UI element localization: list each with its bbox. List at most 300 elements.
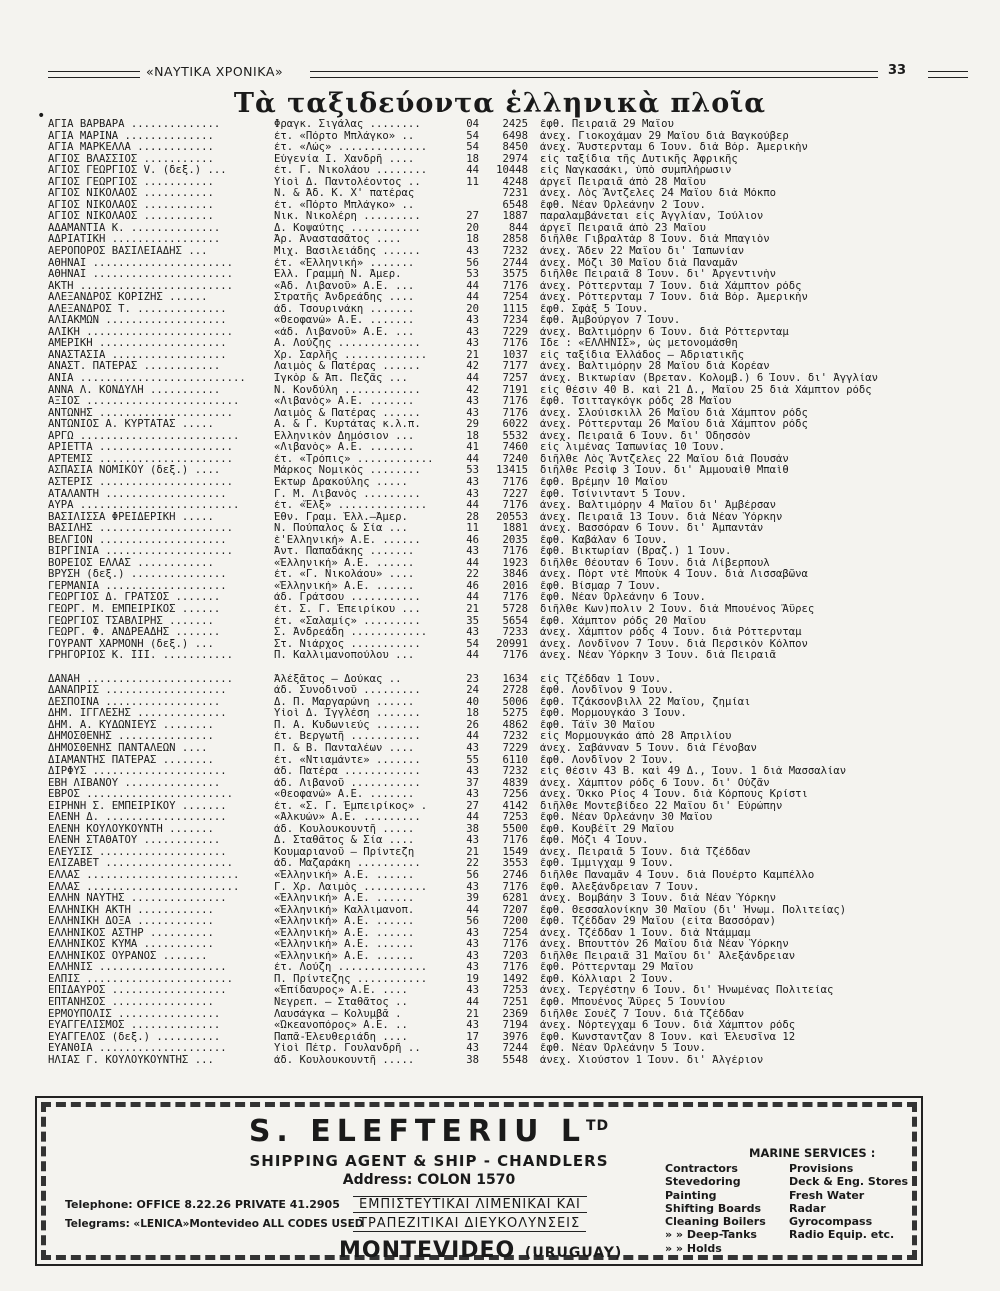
ship-tonnage: 8450 (502, 142, 528, 154)
ship-flag-code: 42 (466, 361, 479, 373)
ship-status: ἀνεχ. Βαλτιμόρην 6 Ἰουν. διὰ Ρόττερνταμ (540, 326, 789, 338)
ship-name: ΕΛΛΗΝΙΚΟΣ ΚΥΜΑ ........... (48, 939, 214, 951)
ship-owner: Ν. Πούπαλος & Σία ... (274, 523, 408, 535)
ship-flag-code: 11 (466, 523, 479, 535)
ship-name: ΕΠΤΑΝΗΣΟΣ ................ (48, 997, 214, 1009)
ship-owner: Π. & Β. Πανταλέων .... (274, 742, 415, 754)
table-row (48, 1032, 948, 1044)
ship-status: ἔφθ. Λονδῖνον 9 Ἰουν. (540, 685, 674, 697)
ship-flag-code: 43 (466, 766, 479, 778)
ship-status: εἰς Ναγκασάκι, ὑπὸ συμπλήρωσιν (540, 165, 732, 177)
ship-owner: Δ. Σταθᾶτος & Σία .... (274, 835, 415, 847)
ship-owner: Νεγρεπ. — Σταθᾶτος .. (274, 997, 408, 1009)
ship-name: ΑΓΙΟΣ ΓΕΩΡΓΙΟΣ V. (δεξ.) ... (48, 165, 227, 177)
ship-status: ἔφθ. Νέαν Ὀρλεάνην 2 Ἰουν. (540, 199, 706, 211)
table-row (48, 824, 948, 836)
ship-status: ἔφθ. Βρέμην 10 Μαΐου (540, 476, 668, 488)
service-item: Fresh Water (789, 1188, 865, 1202)
ship-status: ἔφθ. Τσιτταγκόγκ ρόδς 28 Μαΐου (540, 396, 732, 408)
table-row (48, 350, 948, 362)
ship-status: διῆλθε Μοντεβίδεο 22 Μαΐου δι' Εὐρώπην (540, 800, 783, 812)
table-row (48, 974, 948, 986)
table-row (48, 639, 948, 651)
table-row (48, 454, 948, 466)
ship-flag-code: 38 (466, 823, 479, 835)
ship-name: ΑΝΙΑ .......................... (48, 373, 246, 385)
ship-name: ΑΝΑΣΤ. ΠΑΤΕΡΑΣ ............ (48, 361, 221, 373)
ship-status: διῆλθε Κων)πολιν 2 Ἰουν. διὰ Μπουένος Ἄϋρες (540, 603, 815, 615)
ship-tonnage: 2728 (502, 685, 528, 697)
ship-tonnage: 4142 (502, 800, 528, 812)
ship-name: ΕΥΑΓΓΕΛΟΣ (δεξ.) .......... (48, 1031, 221, 1043)
table-row (48, 281, 948, 293)
ship-flag-code: 43 (466, 962, 479, 974)
ship-status: διῆλθε Γιβραλτὰρ 8 Ἰουν. διὰ Μπαγιὸν (540, 234, 770, 246)
ship-tonnage: 1115 (502, 303, 528, 315)
ship-name: ΑΝΝΑ Λ. ΚΟΝΔΥΛΗ ........... (48, 384, 221, 396)
ship-status: ἀνεχ. Ἄδεν 22 Μαΐου δι' Ἰαπωνίαν (540, 246, 745, 258)
ship-name: ΕΥΑΓΓΕΛΙΣΜΟΣ .............. (48, 1020, 221, 1032)
ship-status: ἔφθ. Κουβέϊτ 29 Μαΐου (540, 823, 674, 835)
service-item: Cleaning Boilers (665, 1215, 766, 1229)
ship-owner: Ἑλλ. Γραμμὴ Ν. Ἀμερ. (274, 269, 402, 281)
ship-status: ἔφθ. Τζέδδαν 29 Μαΐου (εἶτα Βασσόραν) (540, 916, 776, 928)
ship-tonnage: 7176 (502, 500, 528, 512)
ship-name: ΓΕΩΡΓΙΟΣ ΤΣΑΒΛΙΡΗΣ ....... (48, 615, 214, 627)
ship-tonnage: 7176 (502, 962, 528, 974)
ship-owner: «Θεοφανώ» Α.Ε. ....... (274, 789, 415, 801)
ship-owner: Α. & Γ. Κυρτάτας κ.λ.π. (274, 419, 421, 431)
table-row (48, 165, 948, 177)
ship-flag-code: 44 (466, 165, 479, 177)
ship-owner: Δ. Κοψαύτης ........... (274, 222, 421, 234)
ship-status: ἀνεχ. Λονδῖνον 7 Ἰουν. διὰ Περσικὸν Κόλπον (540, 638, 808, 650)
table-row (48, 119, 948, 131)
table-row (48, 893, 948, 905)
ad-services-right (789, 1162, 908, 1242)
ship-flag-code: 29 (466, 419, 479, 431)
table-row (48, 627, 948, 639)
ship-owner: Ἕκτωρ Δρακούλης ..... (274, 476, 408, 488)
ship-name: ΑΤΑΛΑΝΤΗ ................... (48, 488, 227, 500)
ship-owner: ἐτ. Σ. Γ. Ἐπειρίκου ... (274, 603, 421, 615)
ship-flag-code: 21 (466, 603, 479, 615)
ship-tonnage: 2035 (502, 534, 528, 546)
ship-flag-code: 43 (466, 1020, 479, 1032)
ship-status: ἀνεχ. Βαλτιμόρην 4 Μαΐου δι' Ἀμβέρσαν (540, 500, 776, 512)
table-row (48, 650, 948, 662)
ship-name: ΕΛΛΑΣ ........................ (48, 870, 240, 881)
ship-owner: ἀδ. Μαζαράκη .......... (274, 858, 421, 870)
table-row (48, 465, 948, 477)
ship-flag-code: 28 (466, 511, 479, 523)
ship-flag-code: 17 (466, 1031, 479, 1043)
ship-tonnage: 5548 (502, 1054, 528, 1066)
ad-marine-services-heading: MARINE SERVICES : (749, 1146, 876, 1160)
ship-tonnage: 13415 (496, 465, 528, 477)
ship-name: ΕΛΛΗΝ ΝΑΥΤΗΣ ............... (48, 893, 227, 905)
ship-status: ἀνεχ. Ὄκκο Ρίος 4 Ἰουν. διὰ Κόρπους Κρίστι (540, 789, 808, 801)
table-row (48, 858, 948, 870)
ship-flag-code: 11 (466, 176, 479, 188)
ship-flag-code: 54 (466, 638, 479, 650)
ship-tonnage: 5006 (502, 696, 528, 708)
ship-status: ἀνεχ. Βαλτιμόρην 28 Μαΐου διὰ Κορέαν (540, 361, 770, 373)
ship-owner: ἀδ. Τσουρινάκη ....... (274, 303, 415, 315)
ship-tonnage: 7234 (502, 315, 528, 327)
ship-name: ΑΜΕΡΙΚΗ .................... (48, 338, 227, 350)
table-row (48, 489, 948, 501)
ad-greek-line-1: ΕΜΠΙΣΤΕΥΤΙΚΑΙ ΛΙΜΕΝΙΚΑΙ ΚΑΙ (353, 1196, 587, 1213)
ship-tonnage: 7176 (502, 835, 528, 847)
ship-flag-code: 43 (466, 326, 479, 338)
service-item: » » Deep-Tanks (665, 1228, 757, 1242)
ship-status: παραλαμβάνεται εἰς Ἀγγλίαν, Ἰούλιον (540, 211, 764, 223)
ship-flag-code: 46 (466, 534, 479, 546)
ship-name: ΓΕΡΜΑΝΙΑ ................... (48, 580, 227, 592)
ship-name: ΑΓΙΟΣ ΓΕΩΡΓΙΟΣ ........... (48, 176, 214, 188)
service-item: Shifting Boards (665, 1201, 762, 1215)
table-row (48, 905, 948, 917)
ship-owner: «Ἑλληνική» Α.Ε. ...... (274, 916, 415, 928)
ship-name: ΑΡΤΕΜΙΣ ..................... (48, 453, 233, 465)
ship-name: ΔΑΝΑΠΡΙΣ ................... (48, 685, 227, 697)
ship-tonnage: 4248 (502, 176, 528, 188)
ship-status: ἔφθ. Νέαν Ὀρλεάνην 6 Ἰουν. (540, 592, 706, 604)
ship-status: διῆλθε Ρεσὶφ 3 Ἰουν. δι' Ἀμμουαὶθ Μπαὶθ (540, 465, 789, 477)
ship-tonnage: 1549 (502, 846, 528, 858)
ship-tonnage: 2016 (502, 580, 528, 592)
ship-owner: Σ. Ἀνδρεάδη ............ (274, 627, 428, 639)
ship-owner: «Ἑλληνική» Α.Ε. ...... (274, 939, 415, 951)
ship-tonnage: 7203 (502, 950, 528, 962)
ship-flag-code: 43 (466, 546, 479, 558)
ship-name: ΑΝΤΩΝΙΟΣ Α. ΚΥΡΤΑΤΑΣ ..... (48, 419, 214, 431)
ship-status: ἀνεχ. Χάμπτον ρόδς 4 Ἰουν. διὰ Ρόττερνταμ (540, 627, 802, 639)
ship-status: ἔφθ. Νέαν Ὀρλεάνην 5 Ἰουν. (540, 1043, 706, 1055)
table-row (48, 1020, 948, 1032)
ship-owner: Δ. Π. Μαργαρώνη ...... (274, 696, 415, 708)
ship-owner: «Ἑλληνική» Α.Ε. ...... (274, 557, 415, 569)
table-row (48, 939, 948, 951)
ship-flag-code: 43 (466, 835, 479, 847)
ship-name: ΑΓΙΟΣ ΝΙΚΟΛΑΟΣ ........... (48, 211, 214, 223)
ship-name: ΑΘΗΝΑΙ ...................... (48, 257, 233, 269)
advertisement (35, 1096, 923, 1266)
ship-name: ΕΛΕΝΗ ΚΟΥΛΟΥΚΟΥΝΤΗ ....... (48, 823, 214, 835)
ship-status: ἔφθ. Κόλλιαρι 2 Ἰουν. (540, 973, 674, 985)
ship-name: ΑΓΙΟΣ ΒΛΑΣΣΙΟΣ ........... (48, 153, 214, 165)
ship-name: ΗΛΙΑΣ Γ. ΚΟΥΛΟΥΚΟΥΝΤΗΣ ... (48, 1054, 214, 1066)
ship-status: ἔφθ. Μπουένος Ἄϋρες 5 Ἰουνίου (540, 997, 725, 1009)
ship-owner: Στρατῆς Ἀνδρεάδης .... (274, 292, 415, 304)
table-row (48, 396, 948, 408)
ship-owner: «Λιβανὸς» Α.Ε. ....... (274, 396, 415, 408)
ship-name: ΔΗΜΟΣΘΕΝΗΣ ............... (48, 731, 214, 743)
table-row (48, 1055, 948, 1067)
ship-tonnage: 2746 (502, 870, 528, 881)
ship-tonnage: 7256 (502, 789, 528, 801)
ship-owner: «Ἑλληνική» Καλλιμανοπ. (274, 904, 415, 916)
ship-owner: Κουμαριανοῦ — Πρίντεζη (274, 846, 415, 858)
ship-tonnage: 6498 (502, 130, 528, 142)
ship-owner: «Ἑλληνική» Α.Ε. ...... (274, 893, 415, 905)
table-row (48, 801, 948, 813)
ship-name: ΕΡΜΟΥΠΟΛΙΣ ................ (48, 1008, 221, 1020)
ship-owner: «Θεοφανώ» Α.Ε. ....... (274, 315, 415, 327)
ship-status: ἀνεχ. Τζέδδαν 1 Ἰουν. διὰ Ντάμμαμ (540, 927, 751, 939)
ship-flag-code: 18 (466, 430, 479, 442)
bullet-mark: • (37, 108, 46, 124)
ship-tonnage: 5500 (502, 823, 528, 835)
table-row (48, 315, 948, 327)
ship-name: ΒΑΣΙΛΙΣΣΑ ΦΡΕΙΔΕΡΙΚΗ ..... (48, 511, 214, 523)
table-row (48, 188, 948, 200)
ship-tonnage: 7229 (502, 326, 528, 338)
ship-status: ἔφθ. Ἰμμιγχαμ 9 Ἰουν. (540, 858, 674, 870)
table-row (48, 951, 948, 963)
ship-status: ἔφθ. Νέαν Ὀρλεάνην 30 Μαΐου (540, 812, 713, 824)
ship-name: ΒΕΛΓΙΟΝ .................... (48, 534, 227, 546)
table-row (48, 131, 948, 143)
ship-flag-code: 44 (466, 997, 479, 1009)
ship-tonnage: 7176 (502, 407, 528, 419)
ship-flag-code: 18 (466, 153, 479, 165)
service-item: Contractors (665, 1162, 738, 1175)
ship-status: ἀνεχ. Λὸς Ἄντζελες 24 Μαΐου διὰ Μόκπο (540, 188, 776, 200)
ship-flag-code: 18 (466, 234, 479, 246)
ship-status: ἔφθ. Θεσσαλονίκην 30 Μαΐου (δι' Ἡνωμ. Πολιτείας) (540, 904, 847, 916)
ship-owner: Γ. Χρ. Λαιμὸς .......... (274, 881, 428, 893)
table-row (48, 512, 948, 524)
ship-owner: Στ. Νιάρχος ........... (274, 638, 421, 650)
ship-name: ΑΝΑΣΤΑΣΙΑ .................. (48, 349, 227, 361)
table-row (48, 835, 948, 847)
ship-name: ΑΛΙΚΗ ....................... (48, 326, 233, 338)
table-row (48, 581, 948, 593)
ship-owner: ἐτ. «Ἑλληνική» ....... (274, 257, 415, 269)
table-row (48, 523, 948, 535)
ship-flag-code: 40 (466, 696, 479, 708)
ad-company-name: S. ELEFTERIU $L^{TD}$ (248, 1114, 610, 1149)
ship-name: ΑΛΕΞΑΝΔΡΟΣ ΚΟΡΙΖΗΣ ...... (48, 292, 208, 304)
ad-city: MONTEVIDEO (URUGUAY) (339, 1238, 623, 1263)
ship-flag-code: 55 (466, 754, 479, 766)
ship-tonnage: 6548 (502, 199, 528, 211)
ship-flag-code: 44 (466, 557, 479, 569)
ship-tonnage: 10448 (496, 165, 528, 177)
ship-flag-code: 42 (466, 384, 479, 396)
ship-owner: Ἐθν. Γραμ. Ἑλλ.—Ἀμερ. (274, 511, 408, 523)
ship-status: εἰς θέσιν 43 Β. καὶ 49 Δ., Ἰουν. 1 διὰ Μασσαλίαν (540, 766, 847, 778)
page-header (48, 62, 928, 84)
ship-status: ἀνεχ. Ρόττερνταμ 26 Μαΐου διὰ Χάμπτον ρόδς (540, 419, 808, 431)
ad-address: Address: COLON 1570 (342, 1172, 516, 1188)
ship-tonnage: 2858 (502, 234, 528, 246)
ship-flag-code: 38 (466, 1054, 479, 1066)
ship-status: ἀνεχ. Πὸρτ ντὲ Μποὺκ 4 Ἰουν. διὰ Λισσαβῶνα (540, 569, 808, 581)
ship-flag-code: 44 (466, 592, 479, 604)
ship-tonnage: 7253 (502, 985, 528, 997)
ship-status: ἀνεχ. Μόζι 30 Μαΐου διὰ Παναμᾶν (540, 257, 738, 269)
ship-status: ἔφθ. Μόζι 4 Ἰουν. (540, 835, 649, 847)
ship-status: ἀνεχ. Σαβάνναν 5 Ἰουν. διὰ Γένοβαν (540, 742, 757, 754)
ship-flag-code: 37 (466, 777, 479, 789)
ship-flag-code: 21 (466, 846, 479, 858)
ship-list (48, 119, 948, 1066)
ship-owner: Λαυσάγκα — Κολυμβᾶ . (274, 1008, 402, 1020)
ship-status: ἀνεχ. Γιοκοχάμαν 29 Μαΐου διὰ Βαγκούβερ (540, 130, 789, 142)
ship-status: Ἴδε : «ΕΛΛΗΝΙΣ», ὡς μετονομάσθη (540, 338, 738, 350)
table-row (48, 558, 948, 570)
header-rule-right (928, 71, 968, 78)
ship-name: ΒΟΡΕΙΟΣ ΕΛΛΑΣ ............ (48, 557, 214, 569)
service-item: Radar (789, 1201, 826, 1215)
ship-tonnage: 7176 (502, 476, 528, 488)
ship-flag-code: 18 (466, 708, 479, 720)
ship-owner: ἐτ. Λούζη .............. (274, 962, 428, 974)
ship-status: εἰς Μορμουγκάο ἀπὸ 28 Ἀπριλίου (540, 731, 732, 743)
table-row (48, 685, 948, 697)
ship-status: ἔφθ. Τζάκσονβιλλ 22 Μαΐου, ζημίαι (540, 696, 751, 708)
ship-flag-code: 21 (466, 349, 479, 361)
ship-status: εἰς Τζέδδαν 1 Ἰουν. (540, 673, 662, 685)
ship-status: εἰς ταξίδια Ἑλλάδος — Ἀδριατικῆς (540, 349, 745, 361)
ship-owner: Ἑλληνικὸν Δημόσιον ... (274, 430, 415, 442)
ship-flag-code: 27 (466, 211, 479, 223)
ship-tonnage: 7191 (502, 384, 528, 396)
ship-flag-code: 43 (466, 881, 479, 893)
ship-tonnage: 6281 (502, 893, 528, 905)
ship-owner: Ἀλέξᾶτος — Δούκας .. (274, 673, 402, 685)
ship-tonnage: 1887 (502, 211, 528, 223)
ship-status: ἀνεχ. Χιούστον 1 Ἰουν. δι' Ἀλγέριον (540, 1054, 764, 1066)
ship-status: εἰς λιμένας Ἰαπωνίας 10 Ἰουν. (540, 442, 725, 454)
ship-tonnage: 4862 (502, 719, 528, 731)
ship-flag-code: 26 (466, 719, 479, 731)
ship-owner: ἀδ. Κουλουκουντῆ ..... (274, 1054, 415, 1066)
table-row (48, 962, 948, 974)
ship-status: ἀνεχ. Βασσόραν 6 Ἰουν. δι' Ἀμπαντὰν (540, 523, 764, 535)
ship-owner: Π. Α. Κυδωνιεύς ....... (274, 719, 421, 731)
ship-owner: ἀδ. Πατέρα ............ (274, 766, 421, 778)
ship-status: ἀνεχ. Πειραιᾶ 5 Ἰουν. διὰ Τζέδδαν (540, 846, 751, 858)
ship-name: ΕΒΗ ΛΙΒΑΝΟΥ ............... (48, 777, 221, 789)
table-row (48, 338, 948, 350)
table-row (48, 442, 948, 454)
ship-tonnage: 5532 (502, 430, 528, 442)
ship-flag-code: 43 (466, 950, 479, 962)
ship-owner: Νικ. Νικολέρη ......... (274, 211, 421, 223)
ship-flag-code: 04 (466, 119, 479, 130)
ship-tonnage: 5728 (502, 603, 528, 615)
ship-flag-code: 54 (466, 130, 479, 142)
ship-status: ἀνεχ. Τεργέστην 6 Ἰουν. δι' Ἡνωμένας Πολιτείας (540, 985, 834, 997)
ship-flag-code: 43 (466, 1043, 479, 1055)
ship-tonnage: 7176 (502, 546, 528, 558)
ship-owner: «Ἑλληνική» Α.Ε. ...... (274, 927, 415, 939)
magazine-name: «ΝΑΥΤΙΚΑ ΧΡΟΝΙΚΑ» (146, 64, 284, 79)
ship-name: ΑΔΡΙΑΤΙΚΗ ................. (48, 234, 221, 246)
table-row (48, 870, 948, 882)
table-row (48, 789, 948, 801)
table-row (48, 211, 948, 223)
ship-flag-code: 43 (466, 985, 479, 997)
ship-flag-code: 44 (466, 904, 479, 916)
ship-name: ΔΗΜ. Α. ΚΥΔΩΝΙΕΥΣ ........ (48, 719, 214, 731)
table-row (48, 500, 948, 512)
ship-tonnage: 7176 (502, 396, 528, 408)
ship-status: ἔφθ. Κωνσταντζαν 8 Ἰουν. καὶ Ἐλευσῖνα 12 (540, 1031, 796, 1043)
ship-status: ἀνεχ. Πειραιᾶ 6 Ἰουν. δι' Ὀδησσὸν (540, 430, 751, 442)
ship-name: ΓΡΗΓΟΡΙΟΣ Κ. ΙΙΙ. ........... (48, 650, 233, 662)
ship-owner: ἐτ. «Ἕλξ» .............. (274, 500, 428, 512)
ship-name: ΑΣΤΕΡΙΣ ..................... (48, 476, 233, 488)
ship-flag-code: 20 (466, 303, 479, 315)
ship-status: ἀνεχ. Ρόττερνταμ 7 Ἰουν. διὰ Βόρ. Ἀμερικὴν (540, 292, 808, 304)
table-row (48, 408, 948, 420)
ship-name: ΕΛΛΗΝΙΚΗ ΑΚΤΗ ............ (48, 904, 214, 916)
ship-flag-code: 44 (466, 650, 479, 662)
ship-tonnage: 7460 (502, 442, 528, 454)
table-row (48, 269, 948, 281)
ship-name: ΔΙΡΦΥΣ ..................... (48, 766, 227, 778)
ship-name: ΑΥΡΑ ......................... (48, 500, 240, 512)
ship-flag-code: 22 (466, 569, 479, 581)
ship-owner: Ἀντ. Παπαδάκης ....... (274, 546, 415, 558)
section-gap (48, 662, 948, 674)
ship-name: ΔΙΑΜΑΝΤΗΣ ΠΑΤΕΡΑΣ ........ (48, 754, 214, 766)
ship-name: ΑΕΡΟΠΟΡΟΣ ΒΑΣΙΛΕΙΑΔΗΣ ... (48, 246, 208, 258)
ship-flag-code: 43 (466, 315, 479, 327)
ship-owner: «Ἑλληνική» Α.Ε. ...... (274, 950, 415, 962)
ship-name: ΕΛΛΗΝΙΚΟΣ ΟΥΡΑΝΟΣ ....... (48, 950, 208, 962)
ship-name: ΕΛΛΑΣ ........................ (48, 881, 240, 893)
ship-owner: Ἀρ. Ἀναστασᾶτος .... (274, 234, 402, 246)
ship-status: ἔφθ. Μορμουγκάο 3 Ἰουν. (540, 708, 687, 720)
ship-status: διῆλθε Λὸς Ἄντζελες 22 Μαΐου διὰ Πουσὰν (540, 453, 789, 465)
ship-owner: ἐτ. Γ. Νικολάου ........ (274, 165, 428, 177)
ship-status: ἔφθ. Ἀμβούργον 7 Ἰουν. (540, 315, 681, 327)
ship-owner: «Ἑλληνική» Α.Ε. ...... (274, 870, 415, 881)
ship-owner: Ν. & Ἀδ. Κ. Χ' πατέρας (274, 188, 415, 200)
ship-name: ΔΑΝΑΗ ....................... (48, 673, 233, 685)
table-row (48, 997, 948, 1009)
ship-name: ΑΓΙΟΣ ΝΙΚΟΛΑΟΣ ........... (48, 199, 214, 211)
ship-tonnage: 2369 (502, 1008, 528, 1020)
ship-tonnage: 3575 (502, 269, 528, 281)
ship-flag-code: 43 (466, 396, 479, 408)
ship-name: ΑΣΠΑΣΙΑ ΝΟΜΙΚΟΥ (δεξ.) .... (48, 465, 221, 477)
ship-flag-code: 21 (466, 1008, 479, 1020)
ship-owner: ἐτ. Βεργωτῆ ........... (274, 731, 421, 743)
ship-status: διῆλθε Πειραιᾶ 8 Ἰουν. δι' Ἀργεντινὴν (540, 269, 776, 281)
ship-flag-code: 44 (466, 453, 479, 465)
ad-country: (URUGUAY) (524, 1245, 623, 1261)
ship-status: ἔφθ. Τσίνινταντ 5 Ἰουν. (540, 488, 687, 500)
table-row (48, 142, 948, 154)
ship-tonnage: 7254 (502, 927, 528, 939)
ship-name: ΑΛΕΞΑΝΔΡΟΣ Τ. .............. (48, 303, 227, 315)
ship-status: ἀνεχ. Ἄυστερνταμ 6 Ἰουν. διὰ Βόρ. Ἀμερικὴν (540, 142, 808, 154)
table-row (48, 477, 948, 489)
ship-owner: «ἀδ. Λιβανοῦ» Α.Ε. ... (274, 326, 415, 338)
ship-name: ΒΑΣΙΛΗΣ ..................... (48, 523, 233, 535)
ship-status: ἔφθ. Πειραιᾶ 29 Μαΐου (540, 119, 674, 130)
ship-owner: ἀδ. Συνοδινοῦ ......... (274, 685, 421, 697)
ship-flag-code: 43 (466, 476, 479, 488)
ship-status: ἀνεχ. Βικτωρίαν (Βρεταν. Κολομβ.) 6 Ἰουν. δι' Ἀγγλίαν (540, 373, 879, 385)
